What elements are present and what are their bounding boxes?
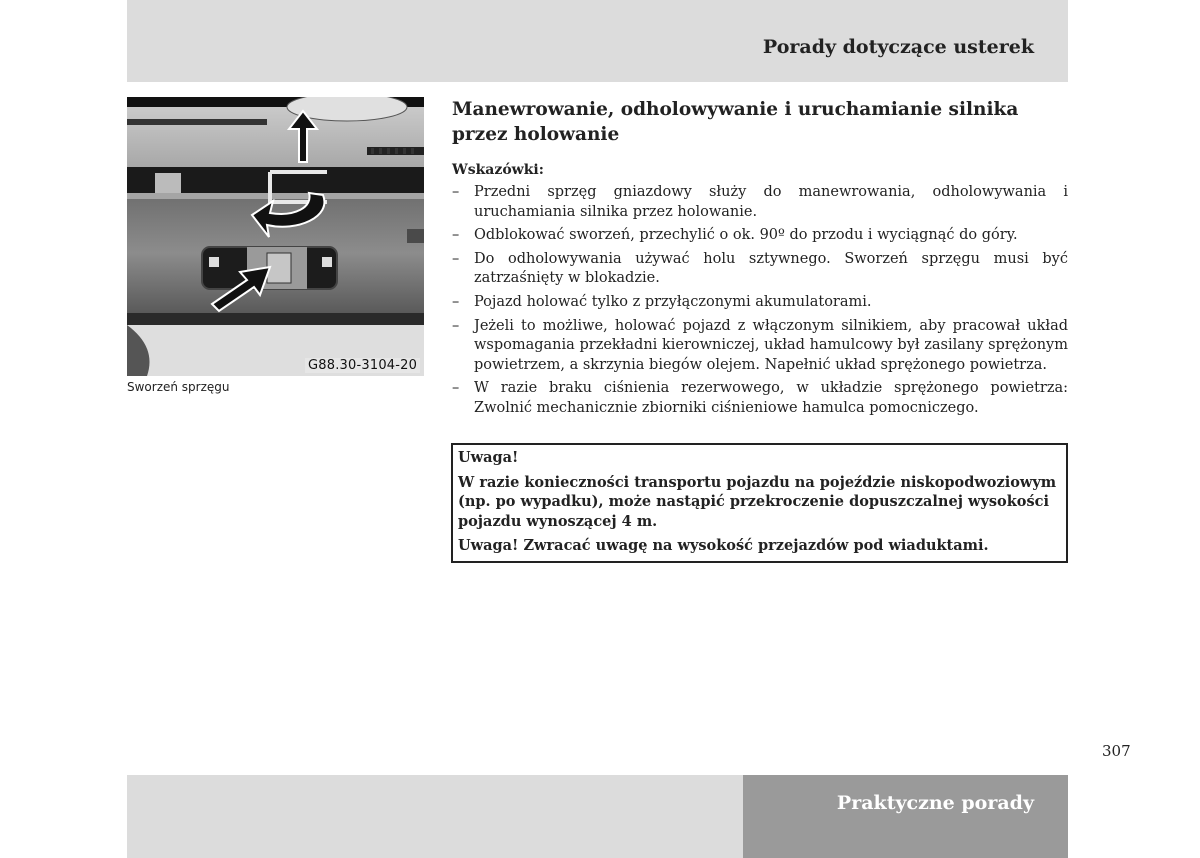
warning-heading: Uwaga! [458, 449, 519, 466]
note-bullet: – [452, 293, 460, 310]
note-bullet: – [452, 227, 460, 244]
warning-text: W razie konieczności transportu pojazdu na pojeździe niskopodwoziowym (np. po wypadku), może nastąpić przekroczenie dopuszczalnej wysokości pojazdu wynoszącej 4 m. [458, 473, 1057, 530]
header-bar [127, 0, 1068, 82]
coupling-pin-photo [127, 97, 424, 376]
note-bullet: – [452, 184, 460, 200]
note-item [452, 317, 1068, 376]
header-title: Porady dotyczące usterek [762, 36, 1034, 58]
warning-text-2: Uwaga! Zwracać uwagę na wysokość przejazdów pod wiaduktami. [458, 537, 989, 554]
note-bullet: – [452, 250, 460, 267]
note-text: Odblokować sworzeń, przechylić o ok. 90º do przodu i wyciągnąć do góry. [474, 227, 1018, 244]
warning-box [451, 443, 1068, 563]
note-text: Przedni sprzęg gniazdowy służy do manewrowania, odholowywania i uruchamiania silnika przez holowanie. [474, 184, 1068, 220]
figure-code: G88.30-3104-20 [305, 358, 420, 373]
note-item [452, 250, 1068, 289]
section-title-line2: przez holowanie [452, 124, 620, 145]
note-text: Pojazd holować tylko z przyłączonymi akumulatorami. [474, 293, 872, 310]
note-item [452, 183, 1068, 222]
footer-tab-label: Praktyczne porady [836, 792, 1034, 814]
page-number: 307 [1102, 742, 1131, 760]
note-item [452, 379, 1068, 418]
note-text: Jeżeli to możliwe, holować pojazd z włączonym silnikiem, aby pracował układ wspomagania przekładni kierowniczej, układ hamulcowy był zasilany sprężonym powietrzem, a skrzynia biegów olejem. Napełnić układ sprężonego powietrza. [474, 317, 1068, 373]
note-bullet: – [452, 380, 460, 397]
section-title-line1: Manewrowanie, odholowywanie i uruchamianie silnika [452, 99, 1019, 120]
note-bullet: – [452, 317, 460, 334]
notes-label: Wskazówki: [452, 162, 544, 178]
figure-caption: Sworzeń sprzęgu [127, 380, 230, 394]
note-text: W razie braku ciśnienia rezerwowego, w układzie sprężonego powietrza: Zwolnić mechanicznie zbiorniki ciśnieniowe hamulca pomocniczego. [474, 380, 1068, 416]
coupling-photo-illustration [127, 97, 424, 376]
note-item [452, 293, 1068, 313]
note-item [452, 226, 1068, 246]
footer-bar [127, 775, 743, 858]
note-text: Do odholowywania używać holu sztywnego. Sworzeń sprzęgu musi być zatrzaśnięty w blokadzie. [474, 250, 1068, 287]
notes-list [452, 183, 1068, 419]
footer-section-tab [743, 775, 1068, 858]
section-title [452, 97, 1068, 147]
main-content [452, 97, 1068, 423]
